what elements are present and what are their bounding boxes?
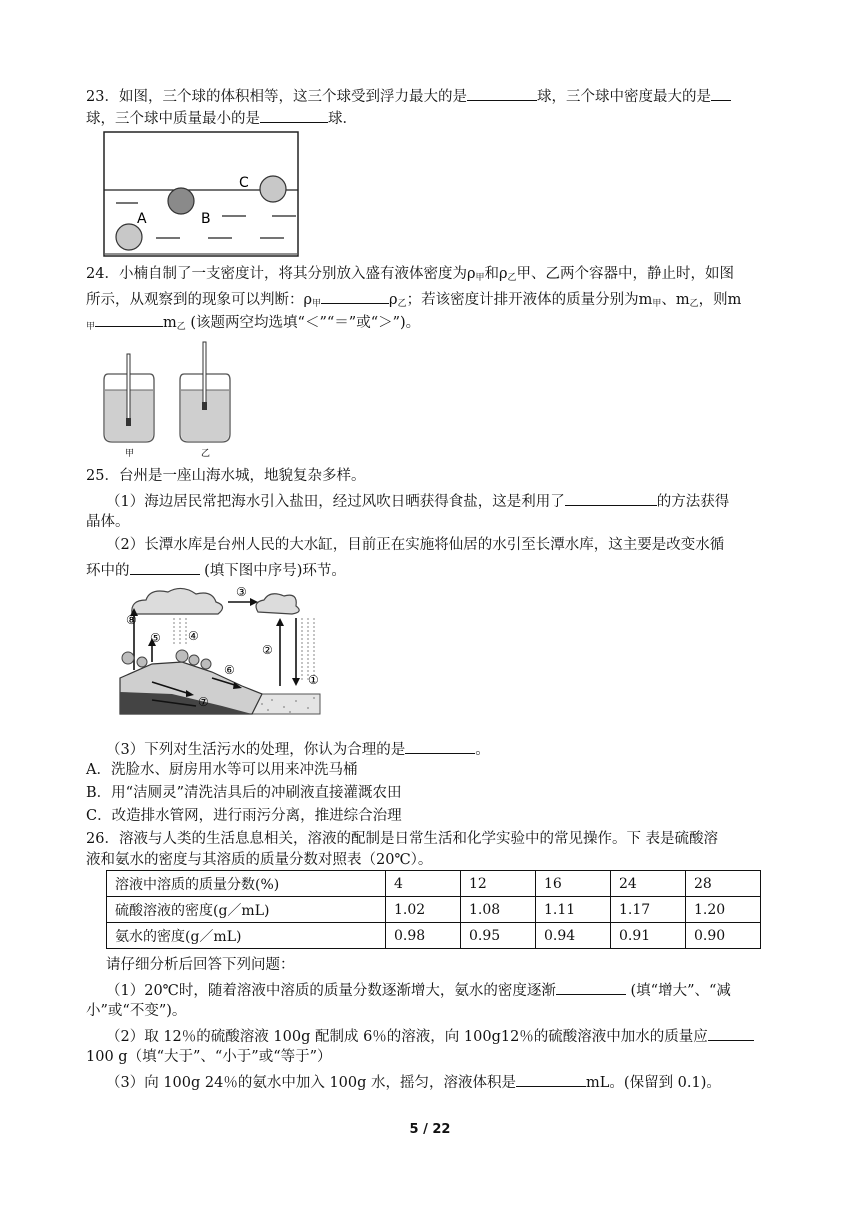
- table-cell: 1.11: [536, 897, 611, 923]
- q26-blank-2[interactable]: [708, 1024, 754, 1041]
- q24-line-3: [86, 310, 420, 337]
- sub-jia: 甲: [86, 322, 96, 332]
- cycle-label-1: ①: [308, 673, 319, 687]
- q25-text: 的方法获得: [656, 494, 730, 510]
- table-cell: 0.94: [536, 923, 611, 949]
- q23-text: 球．: [328, 111, 357, 127]
- q23-line-1: [86, 84, 731, 107]
- q24-text: ，则m: [698, 292, 742, 308]
- q26-part2-line-1: [106, 1024, 754, 1047]
- q24-text: m: [163, 315, 177, 331]
- density-table: [106, 870, 761, 949]
- table-cell: 4: [386, 871, 461, 897]
- q25-option-c: C．改造排水管网，进行雨污分离，推进综合治理: [86, 808, 402, 824]
- q23-blank-3[interactable]: [260, 106, 328, 123]
- label-a: A: [137, 211, 147, 227]
- q25-text: （1）海边居民常把海水引入盐田，经过风吹日晒获得食盐，这是利用了: [106, 494, 565, 510]
- table-cell: 28: [686, 871, 761, 897]
- table-row-header: 溶液中溶质的质量分数(%): [107, 871, 386, 897]
- table-cell: 1.08: [461, 897, 536, 923]
- q26-line-2: 液和氨水的密度与其溶质的质量分数对照表（20℃）。: [86, 852, 433, 868]
- table-row-header: 氨水的密度(g／mL): [107, 923, 386, 949]
- q24-text: 所示，从观察到的现象可以判断：ρ: [86, 292, 313, 308]
- q26-text: mL。(保留到 0.1)。: [586, 1075, 721, 1091]
- cycle-label-5: ⑤: [150, 631, 161, 645]
- q24-text: ρ: [389, 292, 398, 308]
- table-row: [107, 923, 761, 949]
- sub-jia: 甲: [475, 273, 485, 283]
- q23-text: 23．如图，三个球的体积相等，这三个球受到浮力最大的是: [86, 89, 467, 105]
- q25-part2-line-1: （2）长潭水库是台州人民的大水缸，目前正在实施将仙居的水引至长潭水库，这主要是改变水循: [106, 537, 725, 553]
- q26-text: （3）向 100g 24％的氨水中加入 100g 水，摇匀，溶液体积是: [106, 1075, 517, 1091]
- table-row-header: 硫酸溶液的密度(g／mL): [107, 897, 386, 923]
- q26-text: (填“增大”、“减: [625, 983, 731, 999]
- table-cell: 16: [536, 871, 611, 897]
- ball-b: [168, 188, 194, 214]
- q25-water-cycle-diagram: [112, 582, 324, 722]
- q24-text: (该题两空均选填“＜”“＝”或“＞”)。: [185, 315, 421, 331]
- q23-balls-diagram: [100, 130, 302, 260]
- sub-jia: 甲: [312, 299, 322, 309]
- q24-text: 甲、乙两个容器中，静止时，如图: [516, 266, 735, 282]
- q24-text: ；若该密度计排开液体的质量分别为m: [406, 292, 653, 308]
- q24-text: 和ρ: [484, 266, 508, 282]
- q24-text: 、m: [661, 292, 690, 308]
- sub-yi: 乙: [176, 322, 186, 332]
- q23-blank-1[interactable]: [467, 84, 537, 101]
- q25-blank-1[interactable]: [565, 489, 657, 506]
- q24-beakers-diagram: [98, 338, 238, 460]
- beaker-label-jia: 甲: [125, 449, 135, 459]
- ball-a: [116, 224, 142, 250]
- q26-blank-3[interactable]: [516, 1070, 586, 1087]
- table-cell: 0.98: [386, 923, 461, 949]
- table-row: [107, 871, 761, 897]
- q25-text: (填下图中序号)环节。: [199, 563, 346, 579]
- q26-part2-line-2: 100 g（填“大于”、“小于”或“等于”）: [86, 1049, 332, 1065]
- q24-blank-2[interactable]: [95, 310, 163, 327]
- cycle-label-2: ②: [262, 643, 273, 657]
- label-c: C: [239, 175, 249, 191]
- sub-jia: 甲: [652, 299, 662, 309]
- beaker-label-yi: 乙: [201, 449, 211, 459]
- q25-option-b: B．用“洁厕灵”清洗洁具后的冲刷液直接灌溉农田: [86, 785, 402, 801]
- q26-instruction: 请仔细分析后回答下列问题：: [106, 957, 295, 973]
- q25-option-a: A．洗脸水、厨房用水等可以用来冲洗马桶: [86, 762, 358, 778]
- sub-yi: 乙: [689, 299, 699, 309]
- q23-line-2: [86, 106, 357, 129]
- q25-blank-3[interactable]: [405, 737, 475, 754]
- q26-part3: [106, 1070, 721, 1093]
- q25-part2-line-2: [86, 558, 346, 581]
- q25-intro: 25．台州是一座山海水城，地貌复杂多样。: [86, 468, 366, 484]
- q23-text: 球，三个球中密度最大的是: [536, 89, 711, 105]
- table-cell: 12: [461, 871, 536, 897]
- q25-part3: [106, 737, 490, 760]
- ball-c: [260, 176, 286, 202]
- cycle-label-3: ③: [236, 585, 247, 599]
- cycle-label-8: ⑧: [126, 613, 137, 627]
- q26-text: （2）取 12％的硫酸溶液 100g 配制成 6％的溶液，向 100g12％的硫酸溶液中加水的质量应: [106, 1029, 708, 1045]
- table-cell: 24: [611, 871, 686, 897]
- q26-part1-line-1: [106, 978, 731, 1001]
- sub-yi: 乙: [507, 273, 517, 283]
- table-cell: 1.17: [611, 897, 686, 923]
- q25-text: （3）下列对生活污水的处理，你认为合理的是: [106, 742, 406, 758]
- cycle-label-6: ⑥: [224, 663, 235, 677]
- q25-blank-2[interactable]: [130, 558, 200, 575]
- q26-blank-1[interactable]: [556, 978, 626, 995]
- q23-text: 球，三个球中质量最小的是: [86, 111, 260, 127]
- q24-text: 24．小楠自制了一支密度计，将其分别放入盛有液体密度为ρ: [86, 266, 476, 282]
- table-row: [107, 897, 761, 923]
- q25-text: 环中的: [86, 563, 130, 579]
- beaker-jia: [104, 354, 154, 442]
- table-cell: 1.02: [386, 897, 461, 923]
- beaker-yi: [180, 342, 230, 442]
- q24-line-1: [86, 264, 734, 288]
- table-cell: 0.90: [686, 923, 761, 949]
- sub-yi: 乙: [397, 299, 407, 309]
- cycle-label-7: ⑦: [198, 695, 209, 709]
- table-cell: 1.20: [686, 897, 761, 923]
- label-b: B: [201, 211, 211, 227]
- q26-part1-line-2: 小”或“不变”)。: [86, 1003, 187, 1019]
- q25-part1-line-1: [106, 489, 729, 512]
- q23-blank-2[interactable]: [711, 84, 731, 101]
- q25-text: 。: [475, 742, 490, 758]
- q25-part1-line-2: 晶体。: [86, 514, 130, 530]
- q24-blank-1[interactable]: [321, 287, 389, 304]
- cycle-label-4: ④: [188, 629, 199, 643]
- page-number: 5 / 22: [409, 1122, 451, 1137]
- q26-text: （1）20℃时，随着溶液中溶质的质量分数逐渐增大，氨水的密度逐渐: [106, 983, 556, 999]
- q26-line-1: 26．溶液与人类的生活息息相关，溶液的配制是日常生活和化学实验中的常见操作。下 表是硫酸溶: [86, 831, 719, 847]
- table-cell: 0.95: [461, 923, 536, 949]
- table-cell: 0.91: [611, 923, 686, 949]
